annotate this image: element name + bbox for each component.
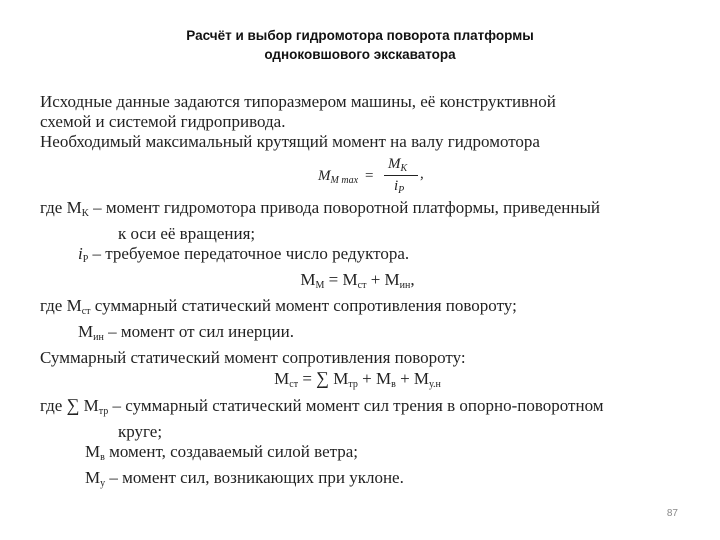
equation-static-moment: $M_{ст}$ = ∑ $M_{тр} + M_в + M_{у.н}$: [274, 368, 441, 390]
formula-max-torque: [40, 154, 675, 196]
slide-title: [0, 26, 720, 64]
definition-mk: где $M_K$ – момент гидромотора привода поворотной платформы, приведенный: [40, 198, 600, 219]
slide-title-line1: Расчёт и выбор гидромотора поворота платформы: [186, 28, 534, 43]
definition-ip: $i_P$ – требуемое передаточное число редуктора.: [78, 244, 410, 265]
formula-lhs: $M_{M тах}$: [318, 168, 359, 186]
definition-mst: где $M_{ст}$ суммарный статический момент сопротивления повороту;: [40, 296, 517, 317]
formula-comma: ,: [420, 166, 424, 182]
formula-denominator: $i_P$: [394, 178, 405, 196]
paragraph-initial-data-line2: схемой и системой гидропривода.: [40, 112, 286, 131]
paragraph-initial-data-line1: Исходные данные задаются типоразмером машины, её конструктивной: [40, 92, 556, 111]
paragraph-required-torque: Необходимый максимальный крутящий момент на валу гидромотора: [40, 132, 540, 151]
definition-min: $M_{ин}$ – момент от сил инерции.: [78, 322, 294, 343]
slide-title-line2: одноковшового экскаватора: [264, 47, 456, 62]
definition-mk-continued: к оси её вращения;: [118, 224, 256, 243]
definition-mv: $M_в$ момент, создаваемый силой ветра;: [85, 442, 359, 463]
scanned-text-body: [40, 92, 675, 494]
definition-mtr-continued: круге;: [118, 422, 163, 441]
definition-mu: $M_у$ – момент сил, возникающих при уклоне.: [85, 468, 404, 489]
page-number: 87: [666, 508, 678, 519]
formula-numerator: $M_K$: [388, 156, 408, 174]
paragraph-static-moment: Суммарный статический момент сопротивления повороту:: [40, 348, 466, 367]
equation-total-torque: $M_M = M_{ст} + M_{ин}$,: [300, 270, 415, 291]
formula-equals: =: [365, 168, 374, 184]
definition-mtr: где ∑ $M_{тр}$ – суммарный статический момент сил трения в опорно-поворотном: [40, 395, 604, 417]
